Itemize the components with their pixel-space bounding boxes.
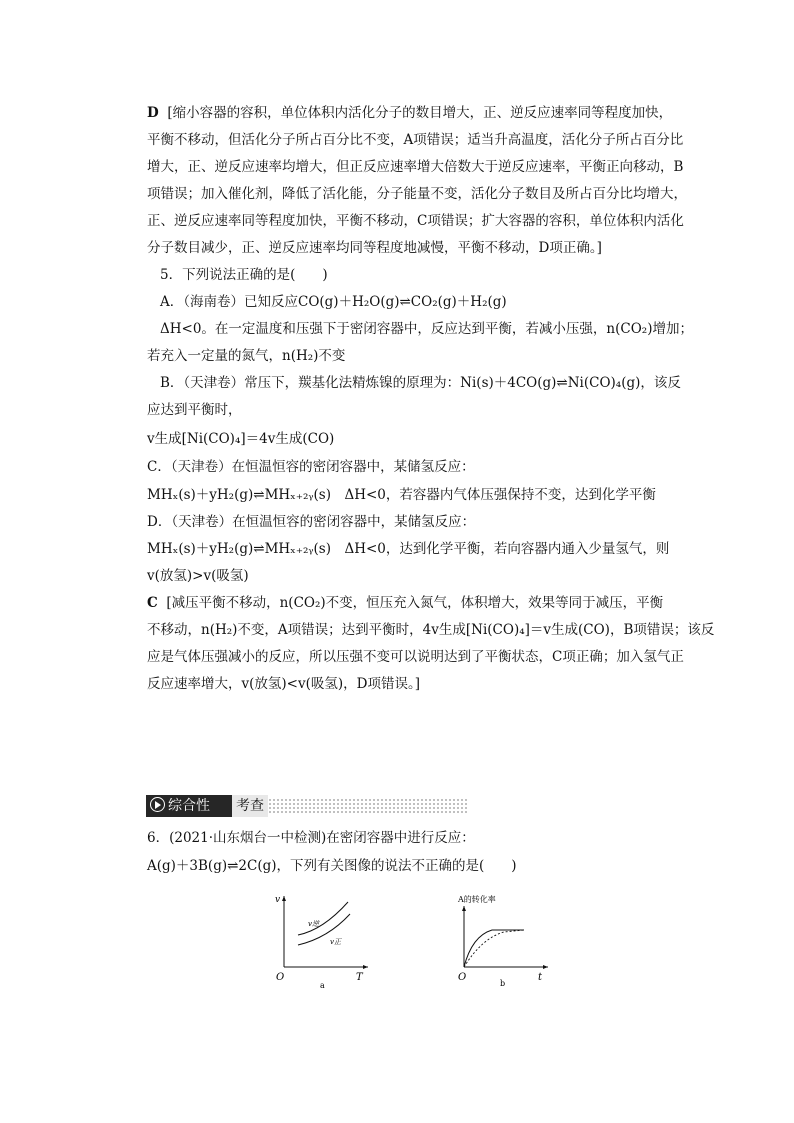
y-arrow — [462, 906, 466, 911]
option-d-line: v(放氢)>v(吸氢) — [147, 568, 249, 584]
answer-text: [缩小容器的容积，单位体积内活化分子的数目增大，正、逆反应速率同等程度加快， — [167, 105, 673, 121]
answer-letter: D — [147, 105, 159, 121]
banner-right-text: 考查 — [232, 795, 268, 817]
answer-line: 平衡不移动，但活化分子所占百分比不变，A项错误；适当升高温度，活化分子所占百分比 — [147, 132, 684, 148]
caption-b: b — [500, 979, 506, 988]
answer-line — [147, 594, 663, 612]
origin-label: O — [458, 972, 467, 983]
banner-dot-pattern — [268, 798, 468, 814]
option-a: A．（海南卷）已知反应CO(g)＋H₂O(g)⇌CO₂(g)＋H₂(g) — [160, 294, 507, 310]
answer-letter: C — [147, 595, 158, 611]
answer-line: 反应速率增大，v(放氢)<v(吸氢)，D项错误。] — [147, 676, 420, 692]
banner-left — [146, 795, 232, 817]
option-b: B．（天津卷）常压下，羰基化法精炼镍的原理为：Ni(s)＋4CO(g)⇌Ni(CO)₄(g)，该反 — [160, 375, 681, 391]
answer-text: [减压平衡不移动，n(CO₂)不变，恒压充入氮气，体积增大，效果等同于减压，平衡 — [166, 595, 664, 611]
banner-left-text: 综合性 — [168, 798, 210, 814]
curve-dashed — [464, 930, 524, 967]
curve-reverse — [298, 902, 348, 935]
curve-forward-label: v正 — [330, 938, 341, 946]
answer-line: 不移动，n(H₂)不变，A项错误；达到平衡时，4v生成[Ni(CO)₄]＝v生成(CO)，B项错误；该反 — [147, 622, 715, 638]
option-b-line: 应达到平衡时， — [147, 402, 242, 418]
graph-a — [268, 890, 378, 990]
y-label: A的转化率 — [458, 895, 496, 904]
graph-b — [452, 888, 562, 990]
option-d: D．（天津卷）在恒温恒容的密闭容器中，某储氢反应： — [147, 514, 476, 530]
question-stem: 6．(2021·山东烟台一中检测)在密闭容器中进行反应： — [147, 830, 475, 846]
curve-forward — [298, 914, 350, 945]
answer-line: 应是气体压强减小的反应，所以压强不变可以说明达到了平衡状态，C项正确；加入氢气正 — [147, 649, 684, 665]
y-arrow — [282, 896, 286, 901]
play-icon — [150, 797, 165, 812]
option-c-line: MHₓ(s)＋yH₂(g)⇌MHₓ₊₂ᵧ(s) ΔH<0，若容器内气体压强保持不变，达到化学平衡 — [147, 487, 656, 503]
section-banner — [146, 795, 466, 817]
question-line: A(g)＋3B(g)⇌2C(g)，下列有关图像的说法不正确的是( ) — [147, 858, 517, 874]
origin-label: O — [276, 972, 285, 983]
option-a-line: 若充入一定量的氮气，n(H₂)不变 — [147, 348, 346, 364]
option-d-line: MHₓ(s)＋yH₂(g)⇌MHₓ₊₂ᵧ(s) ΔH<0，达到化学平衡，若向容器内通入少量氢气，则 — [147, 541, 670, 557]
answer-line: 增大，正、逆反应速率均增大，但正反应速率增大倍数大于逆反应速率，平衡正向移动，B — [147, 159, 684, 175]
x-arrow — [363, 965, 368, 969]
x-arrow — [543, 965, 548, 969]
option-c: C．（天津卷）在恒温恒容的密闭容器中，某储氢反应： — [147, 459, 475, 475]
answer-line: 分子数目减少，正、逆反应速率均同等程度地减慢，平衡不移动，D项正确。] — [147, 240, 602, 256]
answer-line — [147, 104, 672, 122]
answer-line: 项错误；加入催化剂，降低了活化能，分子能量不变，活化分子数目及所占百分比均增大， — [147, 186, 687, 202]
question-stem: 5．下列说法正确的是( ) — [160, 267, 328, 283]
x-label: t — [538, 972, 543, 983]
y-label: v — [275, 895, 281, 905]
option-b-line: v生成[Ni(CO)₄]＝4v生成(CO) — [147, 431, 335, 447]
answer-line: 正、逆反应速率同等程度加快，平衡不移动，C项错误；扩大容器的容积，单位体积内活化 — [147, 213, 684, 229]
curve-reverse-label: v逆 — [308, 920, 319, 928]
caption-a: a — [320, 981, 325, 990]
option-a-line: ΔH<0。在一定温度和压强下于密闭容器中，反应达到平衡，若减小压强，n(CO₂)增加； — [160, 321, 693, 337]
curve-solid — [464, 930, 524, 967]
x-label: T — [356, 972, 363, 983]
